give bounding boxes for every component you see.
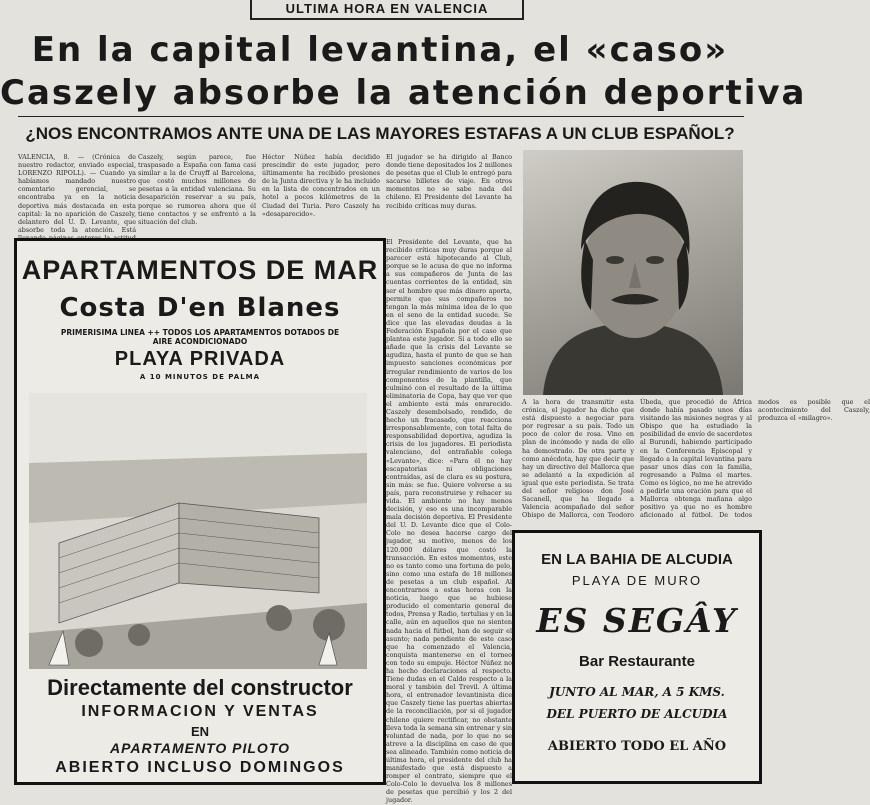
ad2-brand: ES SEGÂY — [536, 601, 738, 640]
ad2-beach: PLAYA DE MURO — [571, 573, 703, 588]
ad2-location-2: DEL PUERTO DE ALCUDIA — [546, 707, 728, 721]
article-column-1: VALENCIA, 8. — (Crónica de nuestro redactor, enviado especial, LORENZO RIPOLL). — Cuando ya habíamos mandado nuestro comentario gerencial, se encontraba ya en la noticia deportiva más destacada en esta capital: la no aparición de Caszely, delantero del U. D. Levante, que absorbe toda la atención. Está — [18, 153, 136, 234]
section-kicker: ULTIMA HORA EN VALENCIA — [250, 0, 524, 20]
headline-line-2: Caszely absorbe la atención deportiva — [0, 73, 807, 113]
apartments-illustration — [29, 393, 367, 669]
ad-direct: Directamente del constructor — [47, 675, 353, 700]
ad-title: APARTAMENTOS DE MAR — [21, 255, 379, 285]
ad-open: ABIERTO INCLUSO DOMINGOS — [55, 759, 345, 776]
article-column-6: A la hora de transmitir esta crónica, el jugador ha dicho que está dispuesto a negociar para por regresar a su país. Todo un poco de color de rosa. Vino en plan de incómodo y nada de ello ha demostrado. De otra parte y como anécdota, hay que decir que hay un directivo del Mallorca que se adelantó a la expedición al igual que este periodista. Se trata del señor religioso don José Sacanell, que ha llegado a Valencia acompañado del señor Obispo de Mallorca, con Teodoro Úbeda, que procedió de África donde había pasado unos días visitando las misiones negras y al Obispo que ha estudiado la posibilidad de envío de sacerdotes al Burundi, habiendo participado en la Conferencia Episcopal y llegado a la capital levantina para pasar unos días con la familia, regresando a Palma el martes. Como es lógico, no me he atrevido a pedirle una oración para que el Mallorca obtenga mañana algo positivo ya que no es hombre aficionado al fútbol. De todos modos es posible que el acontecimiento del Caszely, produzca el «milagro». — [522, 398, 870, 520]
restaurant-ad — [512, 530, 762, 784]
ad-pilot: APARTAMENTO PILOTO — [109, 740, 291, 756]
headline-rule — [18, 116, 744, 117]
ad-brand: Costa D'en Blanes — [59, 293, 341, 323]
headline-line-1: En la capital levantina, el «caso» — [31, 30, 729, 70]
ad-features-line-2: AIRE ACONDICIONADO — [152, 337, 248, 346]
ad-en: EN — [190, 724, 210, 739]
ad2-type: Bar Restaurante — [579, 653, 695, 670]
ad-beach: PLAYA PRIVADA — [114, 348, 286, 370]
subheadline: ¿NOS ENCONTRAMOS ANTE UNA DE LAS MAYORES ESTAFAS A UN CLUB ESPAÑOL? — [25, 124, 735, 143]
ad2-bay: EN LA BAHIA DE ALCUDIA — [541, 551, 733, 568]
article-column-2: Caszely, según parece, fue traspasado a España con fama casi similar a la de Cruyff al Barcelona, que costó muchos millones de pesetas a la entidad valenciana. Su desaparición reservar a su país, porque se rumorea ahora que él tiene contactos y se enfrentó a la situación del club. — [138, 153, 256, 226]
apartments-ad — [14, 238, 386, 785]
player-photo — [523, 150, 743, 395]
ad2-location-1: JUNTO AL MAR, A 5 KMS. — [549, 685, 725, 699]
player-portrait — [523, 150, 743, 395]
ad-distance: A 10 MINUTOS DE PALMA — [139, 373, 261, 381]
article-column-3: Héctor Núñez había decidido prescindir de este jugador, pero últimamente ha recibido presiones de la Junta directiva y le ha incluido en la lista de concentrados en un hotel a pocos kilómetros de la Ciudad del Turia. Pero Caszely ha «desaparecido». — [262, 153, 380, 218]
ad-info: INFORMACION Y VENTAS — [81, 703, 319, 720]
article-column-5: El Presidente del Levante, que ha recibido críticas muy duras porque al parecer está hipotecando al Club, porque se le acusa de que no informa a sus compañeros de Junta de las cuentas corrientes de la entidad, sin ser el hombre que más dinero aporta, permite que sus compañeros no tengan la más mínima idea de lo que en el seno de la entidad sucede. Se dice que las elevadas deudas a la Federación Española por el caso que plantea este jugador. Si a todo ello se añade que la crisis del Levante se agudiza, hasta el punto de que se han impuesto sanciones económicas por irregular rendimiento de varios de los componentes de la plantilla, que culminó con el resultado de la última eliminatoria de Copa, hay que ver que el ambiente está más enrarecido. Caszely desembolsado, rendido, de hecho un fracasado, que reacciona irresponsablemente, con total falta de responsabilidad deportiva, agudiza la crisis de los jugadores. El periodista valenciano, del entrañable colega «Levante», dice: «Para él no hay escapatorias ni obligaciones contraídas, así de clara es su postura, sin más: se fue. Quiere volverse a su país, para reconstruirse y rehacer su vida. El ambiente no hay menos decisión, y eso es una incomparable mala decisión deportiva. El Presidente del U. D. Levante dice que el Colo-Colo no desea hacerse cargo del jugador, su motivo, menos de los 120.000 dólares que costó la transacción. En estos momentos, este no es tanto como una fortuna de pelo, sino como una estafa de 18 millones de pesetas a un club español. Al encontrarnos a estas horas con la noticia, luego que se hubiese producido el comentario general de todos, Prensa y Radio, tertulias y en la calle, aún en aquellos que no sienten nada hacia el fútbol, han de seguir el asunto; nada pendiente de este caso que ha comenzado el Valencia, conquista mantenerse en el torneo con todo su empuje. Héctor Núñez no ha hecho declaraciones al respecto. Tiene dudas en el Caldo respecto a la moral y también del Trevil. A última hora, el entrenador levantinista dice que Caszely tiene las puertas abiertas de la reconciliación, por si el jugador chileno quiere rectificar, no obstante lleva toda la semana sin entrenar y sin voluntad de nada, por lo que no se atreve a la disciplina en caso de que sea alineado. También como noticia de última hora, el presidente del club ha manifestado que está dispuesto a romper el contrato, siempre que el Colo-Colo le devuelva los 8 millones de pesetas que percibió y los 2 del jugador. — [386, 238, 512, 805]
ad2-open: ABIERTO TODO EL AÑO — [547, 739, 727, 754]
article-column-4: El jugador se ha dirigido al Banco donde tiene depositados los 2 millones de pesetas que el Club le entregó para sacarse billetes de viaje. En otros momentos no se sabe nada del chileno. El Presidente del Levante ha recibido críticas muy duras. — [386, 153, 512, 210]
ad-features-line-1: PRIMERISIMA LINEA ++ TODOS LOS APARTAMENTOS DOTADOS DE — [60, 328, 340, 337]
